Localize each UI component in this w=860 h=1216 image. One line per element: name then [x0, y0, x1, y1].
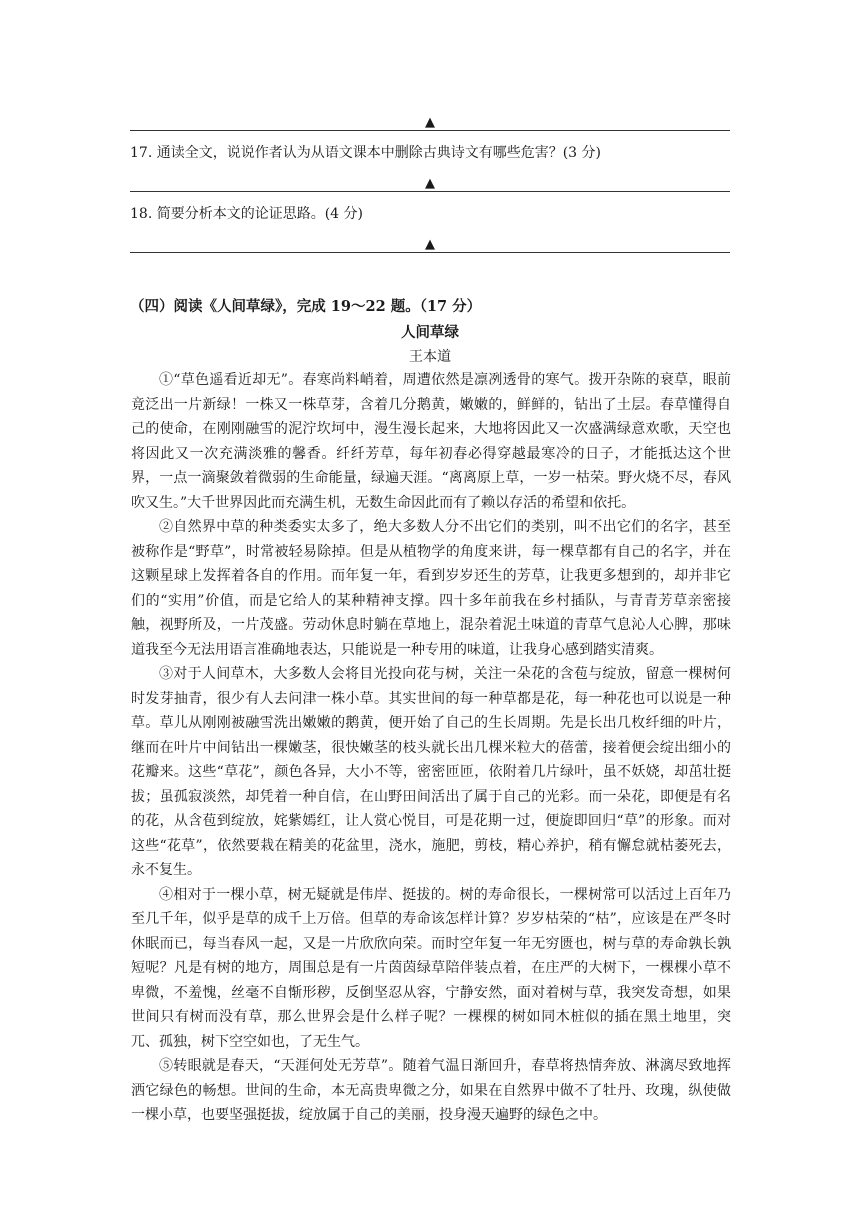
- paragraph-2: ②自然界中草的种类委实太多了，绝大多数人分不出它们的类别，叫不出它们的名字，甚至被称作是“野草”，时常被轻易除掉。但是从植物学的角度来讲，每一棵草都有自己的名字，并在这颗星球上发挥着各自的作用。而年复一年，看到岁岁还生的芳草，让我更多想到的，却并非它们的“实用”价值，而是它给人的某种精神支撑。四十多年前我在乡村插队，与青青芳草亲密接触，视野所及，一片茂盛。劳动休息时躺在草地上，混杂着泥土味道的青草气息沁人心脾，那味道我至今无法用语言准确地表达，只能说是一种专用的味道，让我身心感到踏实清爽。: [131, 519, 731, 658]
- answer-mark: ▲: [425, 115, 435, 130]
- section-heading: （四）阅读《人间草绿》，完成 19～22 题。（17 分）: [130, 298, 482, 315]
- question-17: 17. 通读全文，说说作者认为从语文课本中删除古典诗文有哪些危害？(3 分): [130, 145, 601, 161]
- answer-line: [130, 191, 730, 192]
- article-body: [131, 368, 731, 1128]
- answer-line: [130, 130, 730, 131]
- paragraph-4: ④相对于一棵小草，树无疑就是伟岸、挺拔的。树的寿命很长，一棵树常可以活过上百年乃至几千年，似乎是草的成千上万倍。但草的寿命该怎样计算？岁岁枯荣的“枯”，应该是在严冬时休眠而已，每当春风一起，又是一片欣欣向荣。而时空年复一年无穷匮也，树与草的寿命孰长孰短呢？凡是有树的地方，周围总是有一片茵茵绿草陪伴装点着，在庄严的大树下，一棵棵小草不卑微，不羞愧，丝毫不自惭形秽，反倒坚忍从容，宁静安然，面对着树与草，我突发奇想，如果世间只有树而没有草，那么世界会是什么样子呢？一棵棵的树如同木桩似的插在黑土地里，突兀、孤独，树下空空如也，了无生气。: [131, 886, 731, 1050]
- article-title: 人间草绿: [401, 324, 459, 341]
- answer-mark: ▲: [425, 237, 435, 252]
- answer-mark: ▲: [425, 176, 435, 191]
- paragraph-3: ③对于人间草木，大多数人会将目光投向花与树，关注一朵花的含苞与绽放，留意一棵树何时发芽抽青，很少有人去问津一株小草。其实世间的每一种草都是花，每一种花也可以说是一种草。草儿从刚刚被融雪洗出嫩嫩的鹅黄，便开始了自己的生长周期。先是长出几枚纤细的叶片，继而在叶片中间钻出一棵嫩茎，很快嫩茎的枝头就长出几棵米粒大的蓓蕾，接着便会绽出细小的花瓣来。这些“草花”，颜色各异，大小不等，密密匝匝，依附着几片绿叶，虽不妖娆，却茁壮挺拔；虽孤寂淡然，却凭着一种自信，在山野田间活出了属于自己的光彩。而一朵花，即便是有名的花，从含苞到绽放，姹紫嫣红，让人赏心悦目，可是花期一过，便旋即回归“草”的形象。而对这些“花草”，依然要栽在精美的花盆里，浇水，施肥，剪枝，精心养护，稍有懈怠就枯萎死去，永不复生。: [131, 666, 731, 878]
- answer-line: [130, 252, 730, 253]
- article-author: 王本道: [409, 349, 451, 365]
- paragraph-5: ⑤转眼就是春天，“天涯何处无芳草”。随着气温日渐回升，春草将热情奔放、淋漓尽致地挥洒它绿色的畅想。世间的生命，本无高贵卑微之分，如果在自然界中做不了牡丹、玫瑰，纵使做一棵小草，也要坚强挺拔，绽放属于自己的美丽，投身漫天遍野的绿色之中。: [131, 1058, 731, 1123]
- paragraph-1: ①“草色遥看近却无”。春寒尚料峭着，周遭依然是凛冽透骨的寒气。拨开杂陈的衰草，眼前竟泛出一片新绿！一株又一株草芽，含着几分鹅黄，嫩嫩的，鲜鲜的，钻出了土层。春草懂得自己的使命，在刚刚融雪的泥泞坎坷中，漫生漫长起来，大地将因此又一次盛满绿意欢歌，天空也将因此又一次充满淡雅的馨香。纤纤芳草，每年初春必得穿越最寒冷的日子，才能抵达这个世界，一点一滴聚敛着微弱的生命能量，绿遍天涯。“离离原上草，一岁一枯荣。野火烧不尽，春风吹又生。”大千世界因此而充满生机，无数生命因此而有了赖以存活的希望和依托。: [131, 372, 731, 511]
- question-18: 18. 简要分析本文的论证思路。(4 分): [130, 206, 363, 222]
